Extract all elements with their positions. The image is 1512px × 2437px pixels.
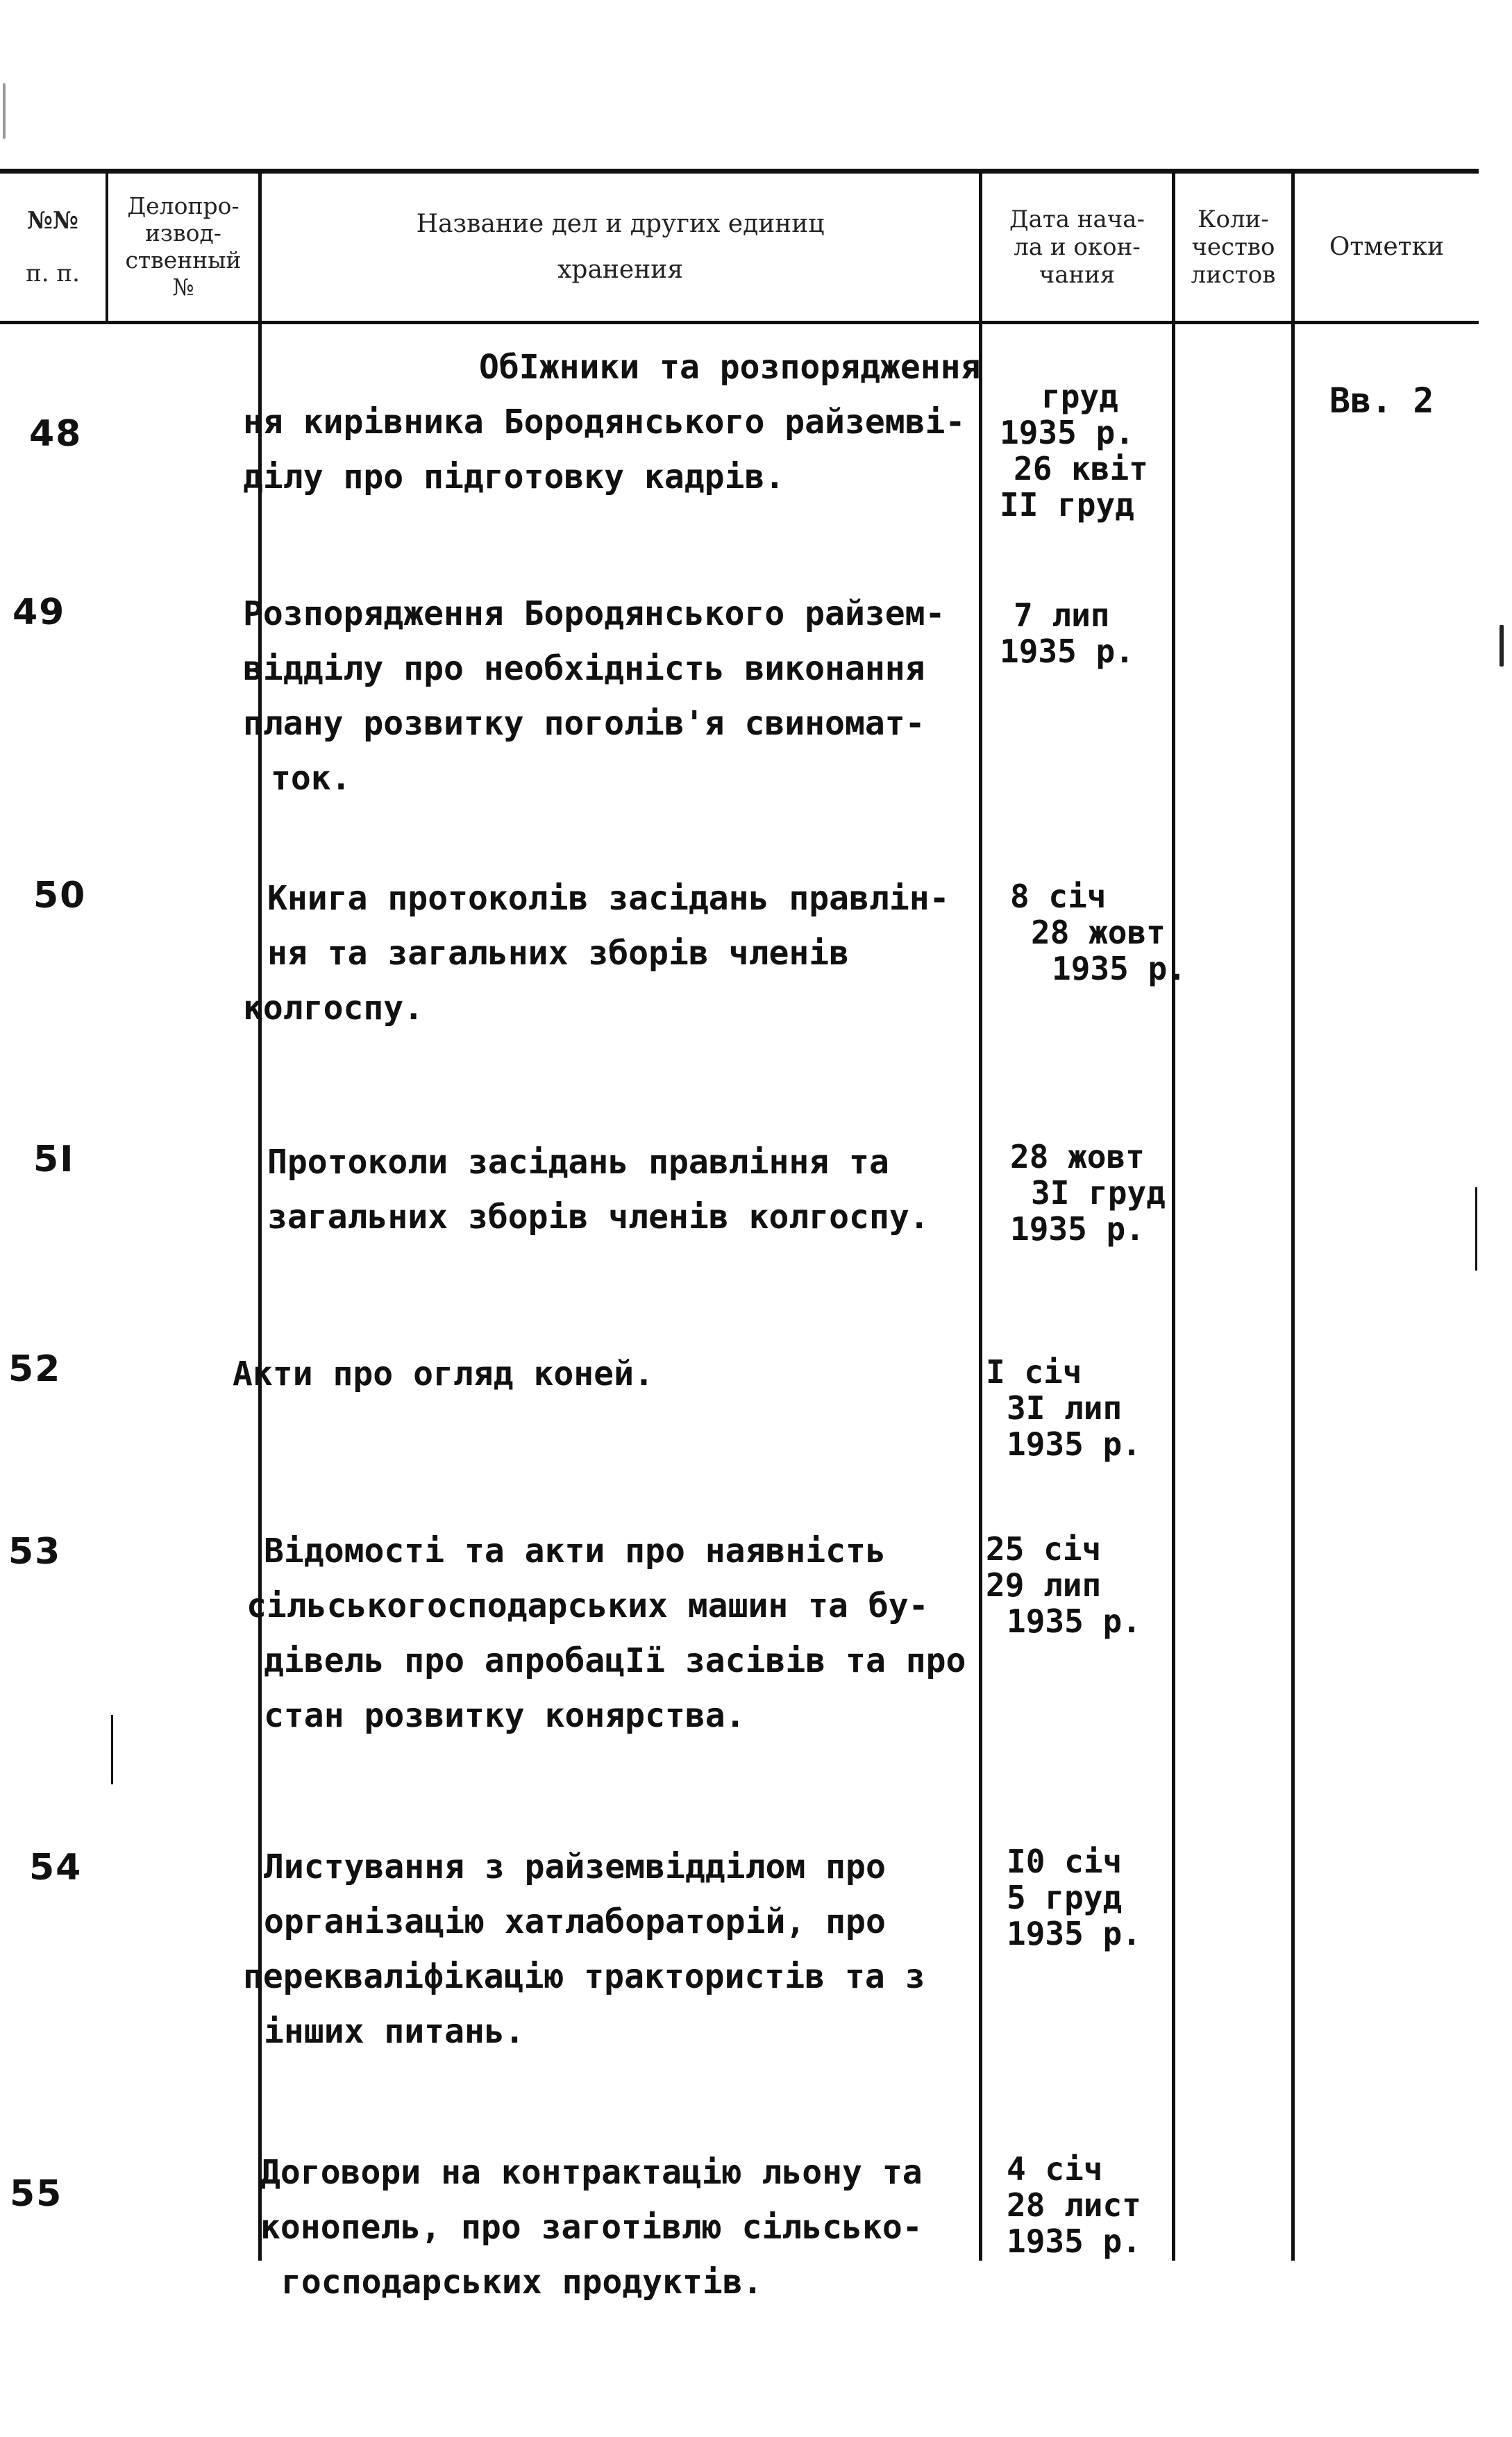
row-number: 53 (8, 1531, 62, 1573)
row-date-line: 1935 р. (1052, 950, 1186, 987)
row-title-line: ток. (271, 759, 351, 798)
row-date-line: 3I лип (1007, 1389, 1123, 1427)
row-title-line: загальних зборів членів колгоспу. (267, 1198, 930, 1237)
row-date-line: I0 січ (1007, 1843, 1123, 1880)
left-margin-mark (111, 1715, 113, 1784)
header-office-line: ственный (125, 246, 242, 274)
row-title-line: Відомості та акти про наявність (264, 1532, 886, 1571)
row-number: 48 (29, 413, 83, 455)
row-title-line: ня та загальних зборів членів (267, 934, 850, 973)
row-date-line: 28 жовт (1031, 914, 1166, 951)
row-date-line: I січ (986, 1353, 1082, 1391)
row-title (233, 1347, 654, 1402)
row-title-line: Книга протоколів засідань правлін- (267, 879, 950, 918)
header-number (0, 174, 106, 321)
header-title-line: Название дел и других единиц (416, 209, 825, 238)
row-remark: Вв. 2 (1329, 380, 1434, 421)
scan-speck (1500, 625, 1504, 667)
row-title (243, 1840, 925, 2059)
header-remarks (1295, 174, 1479, 321)
header-sheets-line: Коли- (1198, 205, 1269, 233)
header-office-line: извод- (145, 219, 221, 247)
row-dates (986, 1531, 1141, 1639)
row-number: 55 (10, 2173, 63, 2215)
row-date-line: 29 лип (986, 1566, 1102, 1604)
row-title-line: Договори на контрактацію льону та (260, 2153, 923, 2192)
header-title-line: хранения (557, 256, 683, 284)
row-date-line: 26 квіт (1014, 450, 1148, 487)
column-divider-4 (1172, 171, 1175, 2261)
row-date-line: 1935 р. (1000, 414, 1134, 451)
row-title-line: дівель про апробацІї засівів та про (264, 1641, 966, 1680)
row-dates (1007, 2151, 1141, 2259)
row-title-line: ня кирівника Бородянського райземві- (243, 403, 966, 442)
header-dates-line: чания (1039, 261, 1116, 290)
row-date-line: груд (1041, 378, 1118, 415)
header-sheets-line: листов (1191, 261, 1276, 290)
row-date-line: 1935 р. (1007, 1915, 1141, 1952)
header-office-line: № (172, 273, 194, 301)
row-title-line: Листування з райземвідділом про (264, 1848, 886, 1886)
row-date-line: 1935 р. (1007, 2222, 1141, 2260)
row-title-line: конопель, про заготівлю сільсько- (260, 2208, 923, 2247)
header-bottom-border (0, 321, 1479, 324)
row-date-line: 1935 р. (1007, 1602, 1141, 1640)
row-title-line: ділу про підготовку кадрів. (243, 458, 785, 496)
row-title-line: плану розвитку поголів'я свиномат- (243, 704, 925, 743)
header-sheets (1175, 174, 1291, 321)
row-number: 50 (33, 875, 87, 916)
header-dates (982, 174, 1172, 321)
row-date-line: II груд (1000, 486, 1134, 524)
row-title-line: Протоколи засідань правління та (267, 1143, 889, 1182)
right-edge-fragment (1475, 1187, 1477, 1271)
row-number: 49 (12, 592, 66, 633)
row-number: 54 (29, 1847, 83, 1889)
row-date-line: 25 січ (986, 1530, 1102, 1568)
row-title-line: інших питань. (264, 2012, 525, 2051)
row-dates (1000, 597, 1134, 669)
header-sheets-line: чество (1191, 233, 1275, 261)
row-title-line: ОбІжники та розпорядження (479, 348, 981, 387)
row-title-line: Розпорядження Бородянського райзем- (243, 594, 946, 633)
row-date-line: 4 січ (1007, 2150, 1103, 2188)
row-title-line: стан розвитку конярства. (264, 1696, 746, 1735)
row-title (243, 871, 950, 1036)
header-number-line: №№ (27, 206, 78, 235)
row-dates (1010, 1139, 1166, 1247)
header-title (262, 174, 979, 321)
row-title-line: Акти про огляд коней. (233, 1355, 654, 1393)
row-date-line: 1935 р. (1000, 633, 1134, 670)
row-date-line: 7 лип (1014, 596, 1110, 634)
header-office-line: Делопро- (127, 192, 240, 220)
row-date-line: 28 жовт (1010, 1138, 1145, 1175)
column-divider-5 (1291, 171, 1295, 2261)
row-dates (1010, 878, 1186, 987)
row-date-line: 3I груд (1031, 1174, 1166, 1212)
row-date-line: 28 лист (1007, 2186, 1141, 2224)
row-date-line: 1935 р. (1007, 1425, 1141, 1463)
row-title-line: відділу про необхідність виконання (243, 649, 925, 688)
header-dates-line: Дата нача- (1009, 205, 1145, 233)
row-title-line: колгоспу. (243, 989, 424, 1028)
row-date-line: 8 січ (1010, 878, 1107, 915)
row-title-line: господарських продуктів. (281, 2263, 763, 2302)
table-top-border (0, 169, 1479, 174)
header-remarks-line: Отметки (1329, 232, 1445, 261)
row-date-line: 5 груд (1007, 1879, 1123, 1916)
row-title (243, 340, 980, 505)
row-number: 5I (33, 1139, 75, 1180)
row-title (267, 1135, 930, 1245)
row-date-line: 1935 р. (1010, 1210, 1145, 1248)
row-dates (1000, 378, 1148, 523)
header-number-line: п. п. (26, 260, 80, 287)
header-dates-line: ла и окон- (1014, 233, 1141, 261)
row-title-line: сільськогосподарських машин та бу- (246, 1586, 929, 1625)
row-title-line: організацію хатлабораторій, про (264, 1902, 886, 1941)
row-dates (986, 1354, 1141, 1462)
row-title (260, 2145, 923, 2310)
row-dates (1007, 1843, 1141, 1952)
row-number: 52 (8, 1348, 62, 1390)
row-title (243, 587, 945, 806)
row-title-line: перекваліфікацію трактористів та з (243, 1957, 925, 1996)
scan-speck (3, 83, 6, 139)
row-title (246, 1524, 966, 1743)
header-office-number (108, 174, 258, 321)
